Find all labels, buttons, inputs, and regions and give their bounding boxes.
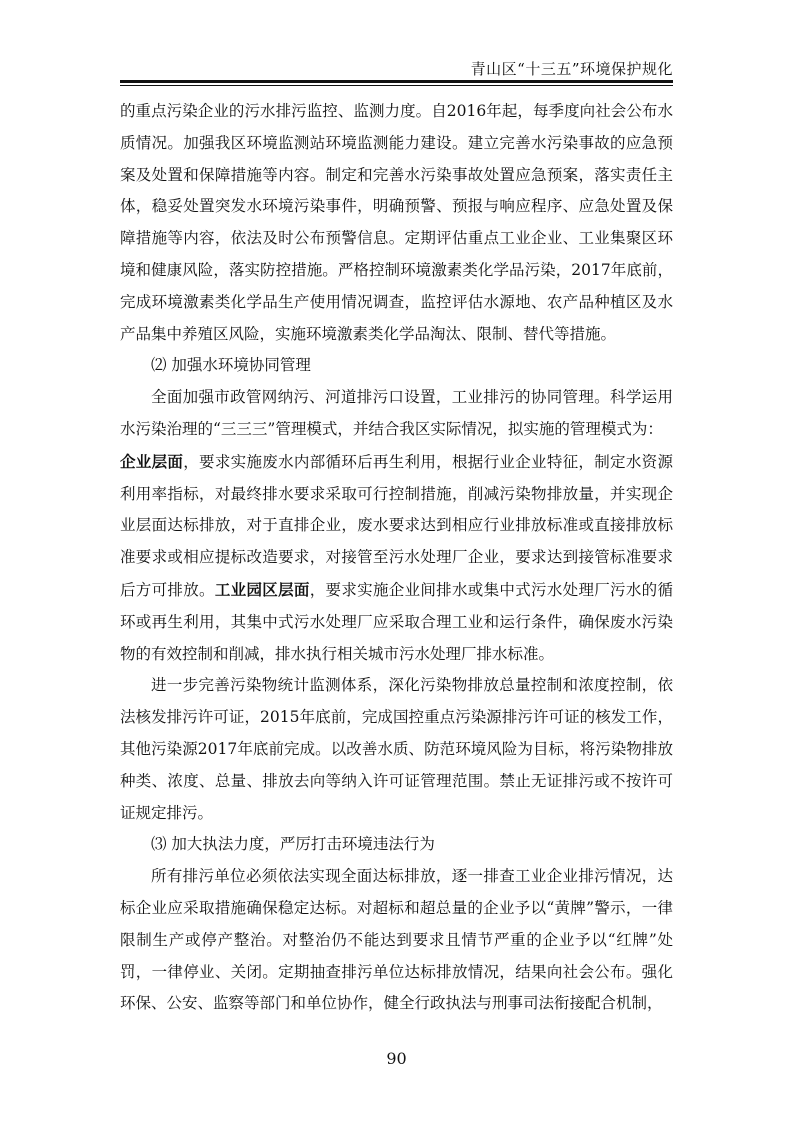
page-body: [120, 96, 673, 1020]
paragraph-management-model: 全面加强市政管网纳污、河道排污口设置，工业排污的协同管理。科学运用水污染治理的“三三三”管理模式，并结合我区实际情况，拟实施的管理模式为：: [120, 388, 673, 438]
running-header: 青山区“十三五”环境保护规化: [470, 60, 673, 78]
section-heading-2: ⑵ 加强水环境协同管理: [151, 356, 311, 375]
term-enterprise-level: 企业层面: [120, 451, 184, 471]
paragraph-enforcement: 所有排污单位必须依法实现全面达标排放，逐一排查工业企业排污情况，达标企业应采取措施确保稳定达标。对超标和超总量的企业予以“黄牌”警示，一律限制生产或停产整治。对整治仍不能达到要求且情节严重的企业予以“红牌”处罚，一律停业、关闭。定期抽查排污单位达标排放情况，结果向社会公布。强化环保、公安、监察等部门和单位协作，健全行政执法与刑事司法衔接配合机制，: [120, 867, 673, 1013]
page-number: 90: [386, 1049, 407, 1068]
paragraph-permits: 进一步完善污染物统计监测体系，深化污染物排放总量控制和浓度控制，依法核发排污许可证，2015年底前，完成国控重点污染源排污许可证的核发工作，其他污染源2017年底前完成。以改善水质、防范环境风险为目标，将污染物排放种类、浓度、总量、排放去向等纳入许可证管理范围。禁止无证排污或不按许可证规定排污。: [120, 676, 673, 822]
header-rule-thin: [120, 85, 673, 86]
term-industrial-park-level: 工业园区层面: [214, 579, 310, 599]
section-heading-3: ⑶ 加大执法力度，严厉打击环境违法行为: [151, 835, 435, 854]
paragraph-levels: [120, 446, 673, 671]
paragraph-continued: 的重点污染企业的污水排污监控、监测力度。自2016年起，每季度向社会公布水质情况。加强我区环境监测站环境监测能力建设。建立完善水污染事故的应急预案及处置和保障措施等内容。制定和完善水污染事故处置应急预案，落实责任主体，稳妥处置突发水环境污染事件，明确预警、预报与响应程序、应急处置及保障措施等内容，依法及时公布预警信息。定期评估重点工业企业、工业集聚区环境和健康风险，落实防控措施。严格控制环境激素类化学品污染，2017年底前，完成环境激素类化学品生产使用情况调查，监控评估水源地、农产品种植区及水产品集中养殖区风险，实施环境激素类化学品淘汰、限制、替代等措施。: [120, 102, 673, 343]
header-rule-thick: [120, 80, 673, 83]
text-enterprise-level: ，要求实施废水内部循环后再生利用，根据行业企业特征，制定水资源利用率指标，对最终排水要求采取可行控制措施，削减污染物排放量，并实现企业层面达标排放，对于直排企业，废水要求达到相应行业排放标准或直接排放标准要求或相应提标改造要求，对接管至污水处理厂企业，要求达到接管标准要求后方可排放。: [120, 452, 673, 599]
text-industrial-park-level: ，要求实施企业间排水或集中式污水处理厂污水的循环或再生利用，其集中式污水处理厂应采取合理工业和运行条件，确保废水污染物的有效控制和削减，排水执行相关城市污水处理厂排水标准。: [120, 580, 673, 663]
